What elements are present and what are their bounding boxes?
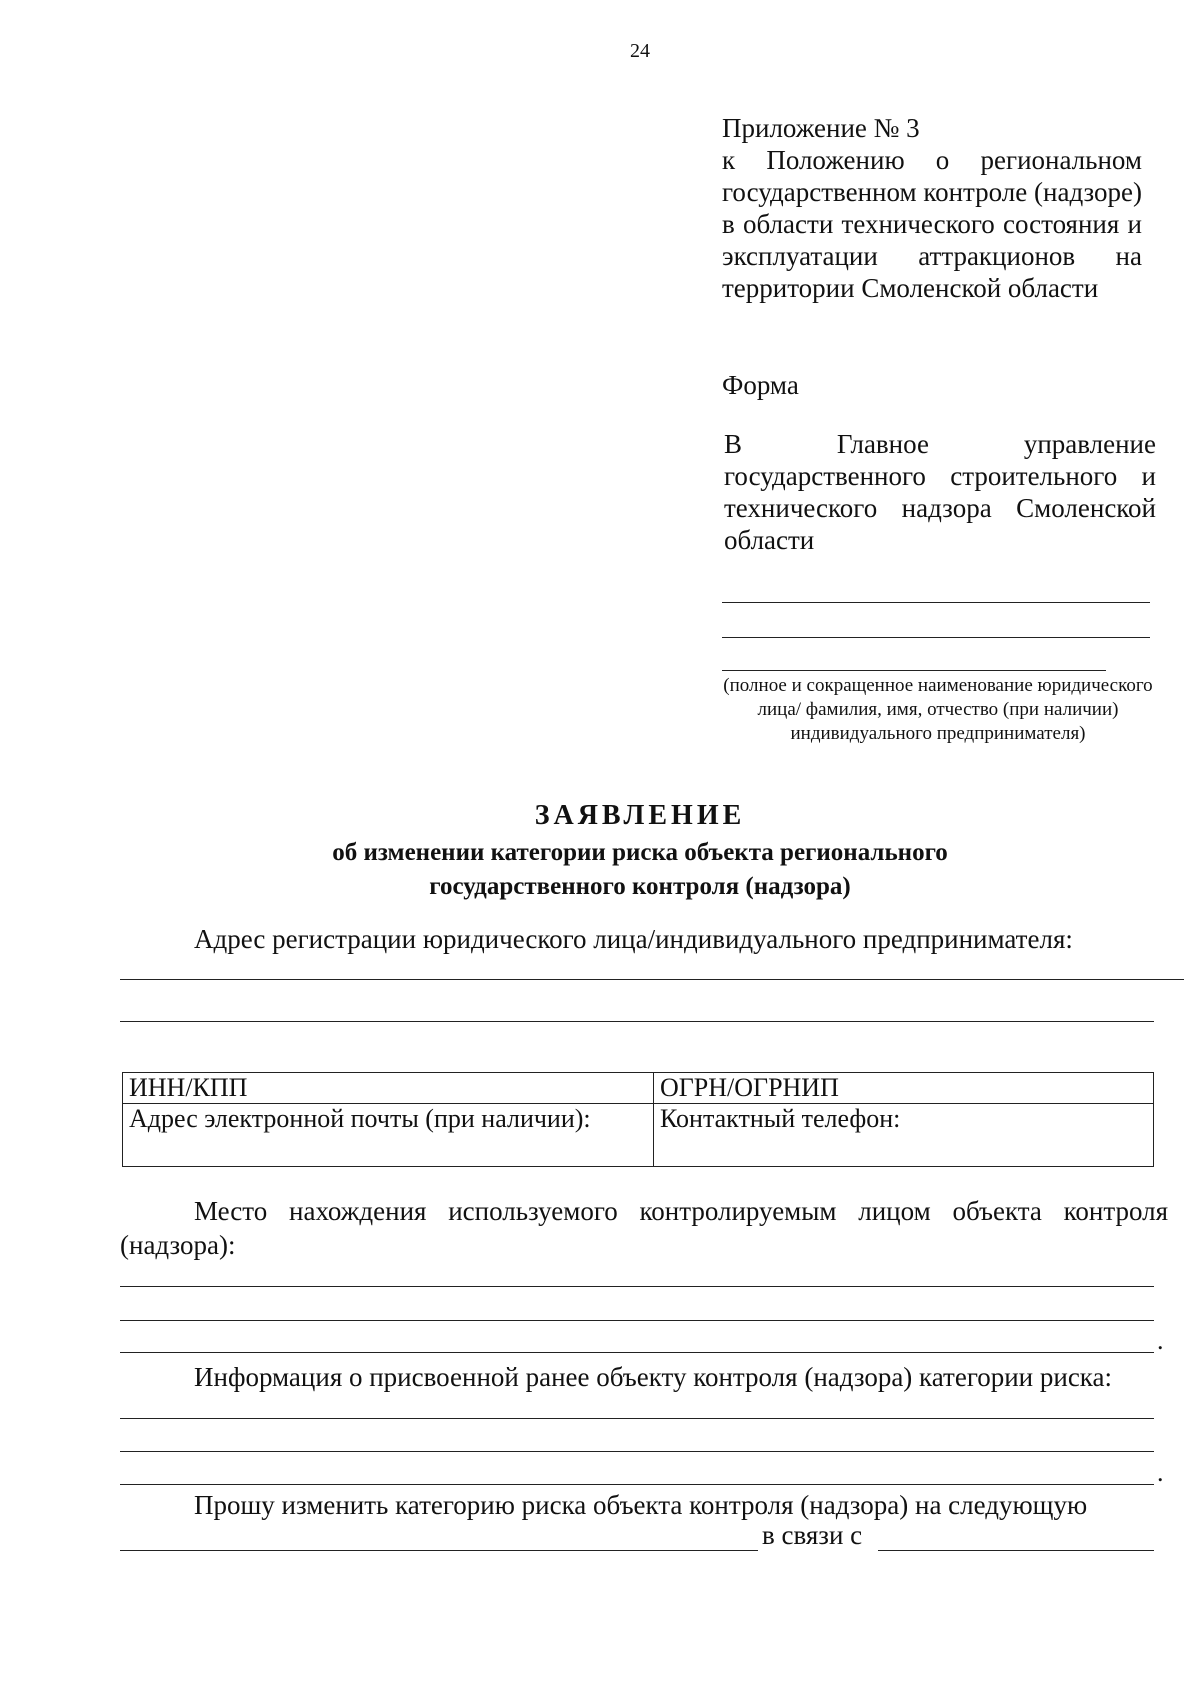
- registration-address-label: Адрес регистрации юридического лица/индивидуального предпринимателя:: [194, 924, 1073, 954]
- inn-kpp-label: ИНН/КПП: [129, 1073, 248, 1102]
- object-location-line-1[interactable]: [120, 1286, 1154, 1287]
- appendix-title: Приложение № 3: [722, 113, 920, 143]
- object-location-line-3[interactable]: [120, 1352, 1154, 1353]
- previous-risk-category-line-1[interactable]: [120, 1418, 1154, 1419]
- inn-kpp-cell[interactable]: [123, 1073, 654, 1104]
- previous-risk-category-label: Информация о присвоенной ранее объекту контроля (надзора) категории риска:: [194, 1362, 1112, 1392]
- email-label: Адрес электронной почты (при наличии):: [129, 1104, 591, 1133]
- registration-address-line-1[interactable]: [120, 979, 1184, 980]
- ogrn-ogrnip-label: ОГРН/ОГРНИП: [660, 1073, 839, 1102]
- page-number: 24: [630, 40, 650, 62]
- registration-address-line-2[interactable]: [120, 1021, 1154, 1022]
- applicant-name-line-1[interactable]: [722, 602, 1150, 603]
- previous-risk-category-line-2[interactable]: [120, 1451, 1154, 1452]
- ogrn-ogrnip-cell[interactable]: [654, 1073, 1154, 1104]
- appendix-body: к Положению о региональном государственном контроле (надзоре) в области технического состояния и эксплуатации аттракционов на территории Смоленской области: [722, 145, 1142, 303]
- reason-line[interactable]: [878, 1550, 1154, 1551]
- applicant-name-line-2[interactable]: [722, 637, 1150, 638]
- email-cell[interactable]: [123, 1104, 654, 1167]
- applicant-caption: (полное и сокращенное наименование юридического лица/ фамилия, имя, отчество (при наличии) индивидуального предпринимателя): [723, 675, 1153, 744]
- object-location-line-2[interactable]: [120, 1320, 1154, 1321]
- applicant-info-table: [122, 1072, 1154, 1167]
- applicant-name-line-3[interactable]: [722, 670, 1106, 671]
- reason-label: в связи с: [762, 1520, 863, 1550]
- document-title: ЗАЯВЛЕНИЕ: [534, 800, 746, 831]
- object-location-period: .: [1157, 1326, 1164, 1355]
- addressee: В Главное управление государственного строительного и технического надзора Смоленской области: [724, 429, 1156, 555]
- phone-label: Контактный телефон:: [660, 1104, 901, 1133]
- form-label: Форма: [722, 370, 799, 400]
- request-text: Прошу изменить категорию риска объекта контроля (надзора) на следующую: [194, 1490, 1088, 1520]
- appendix-block: [722, 112, 1142, 304]
- new-risk-category-line[interactable]: [120, 1550, 758, 1551]
- previous-risk-category-line-3[interactable]: [120, 1484, 1154, 1485]
- previous-risk-category-period: .: [1157, 1458, 1164, 1487]
- phone-cell[interactable]: [654, 1104, 1154, 1167]
- object-location-label: Место нахождения используемого контролируемым лицом объекта контроля (надзора):: [120, 1196, 1168, 1260]
- document-subtitle: об изменении категории риска объекта регионального государственного контроля (надзора): [332, 839, 948, 900]
